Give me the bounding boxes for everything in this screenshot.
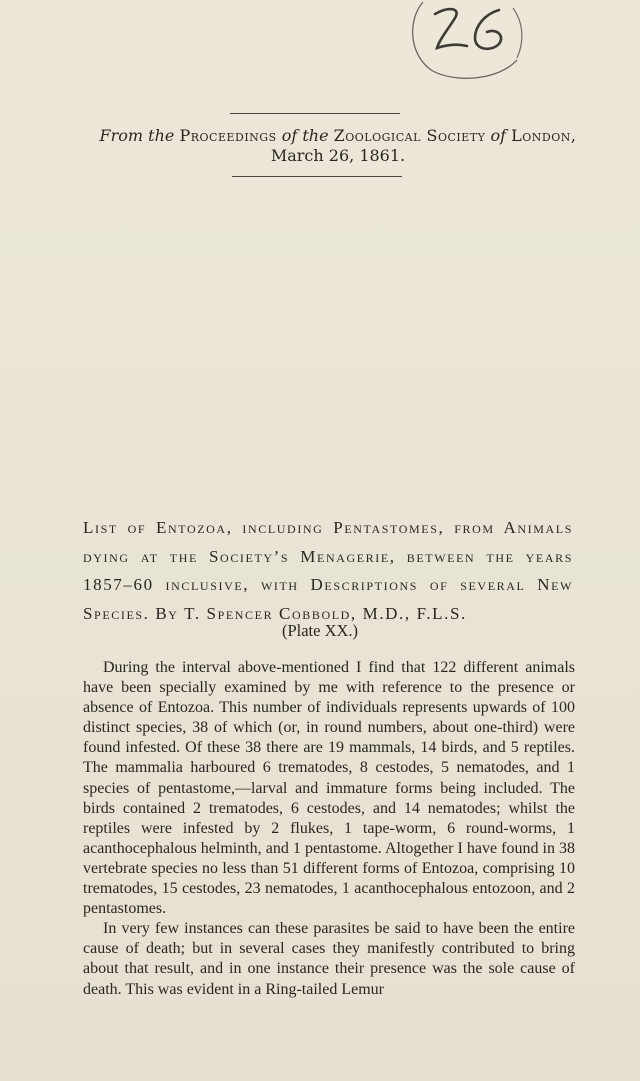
source-of: of <box>490 126 507 145</box>
source-date: March 26, 1861. <box>270 146 406 165</box>
header-rule-bottom <box>232 176 402 177</box>
source-society: Zoological Society <box>333 126 486 145</box>
paragraph: In very few instances can these parasites be said to have been the entire cause of death; but in several cases they manifestly contributed to bring about that result, and in one instance their presence was the sole cause of death. This was evident in a Ring-tailed Lemur <box>83 920 575 998</box>
paper-title: List of Entozoa, including Pentastomes, from Animals dying at the Society’s Menagerie, between the years 1857–60 inclusive, with Descriptions of several New Species. By T. Spencer Cobbold, M.D., F.L.S. <box>83 518 573 623</box>
header-rule-top <box>230 113 400 114</box>
source-citation <box>78 126 598 166</box>
paragraph: During the interval above-mentioned I find that 122 different animals have been specially examined by me with reference to the presence or absence of Entozoa. This number of individuals represents upwards of 100 distinct species, 38 of which (or, in round numbers, about one-third) were found infested. Of these 38 there are 19 mammals, 14 birds, and 5 reptiles. The mammalia harboured 6 trematodes, 8 cestodes, 5 nematodes, and 1 species of pentastome,—larval and immature forms being included. The birds contained 2 trematodes, 6 cestodes, and 14 nematodes; whilst the reptiles were infested by 2 flukes, 1 tape-worm, 6 round-worms, 1 acanthocephalous helminth, and 1 pentastome. Altogether I have found in 38 vertebrate species no less than 51 different forms of Entozoa, comprising 10 trematodes, 15 cestodes, 23 nematodes, 1 acanthocephalous entozoon, and 2 pentastomes. <box>83 659 575 918</box>
plate-reference: (Plate XX.) <box>281 621 359 640</box>
source-city: London, <box>511 126 577 145</box>
body-text <box>83 658 575 1000</box>
source-prefix: From the <box>99 126 175 145</box>
handwritten-number-stamp <box>395 0 545 80</box>
source-of-the: of the <box>281 126 329 145</box>
source-journal: Proceedings <box>179 126 277 145</box>
